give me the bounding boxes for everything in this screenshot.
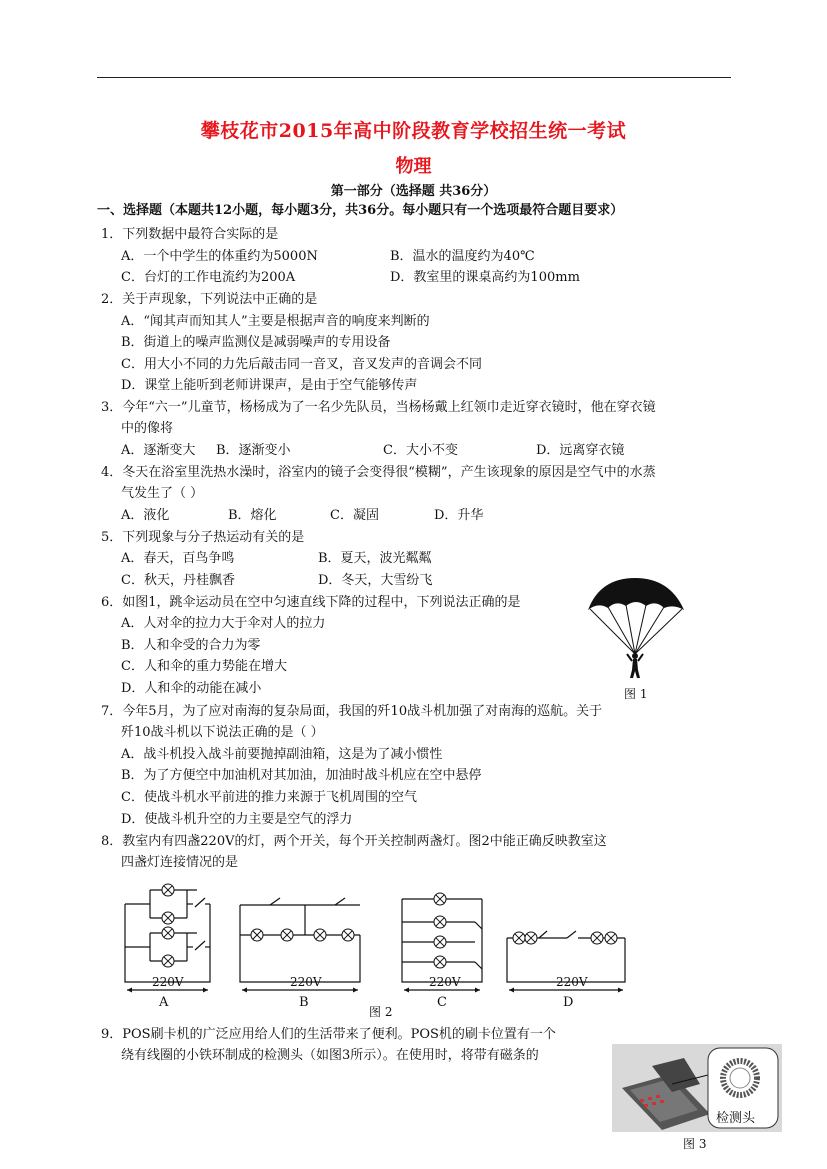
figure-1-caption: 图 1	[624, 687, 648, 701]
q5-option-d: D．冬天，大雪纷飞	[318, 573, 433, 588]
q6-option-a: A．人对伞的拉力大于伞对人的拉力	[121, 616, 326, 631]
question-2-stem: 2．关于声现象，下列说法中正确的是	[101, 292, 318, 307]
circuit-c-label: C	[437, 995, 447, 1010]
question-6-stem: 6．如图1，跳伞运动员在空中匀速直线下降的过程中，下列说法正确的是	[101, 595, 521, 610]
exam-title: 攀枝花市2015年高中阶段教育学校招生统一考试	[200, 120, 627, 142]
q5-option-b: B．夏天，波光粼粼	[318, 551, 432, 566]
question-3-stem-cont: 中的像将	[121, 421, 174, 436]
circuit-b-voltage: 220V	[290, 975, 322, 989]
figure-3-caption: 图 3	[683, 1137, 707, 1151]
exam-subject: 物理	[395, 156, 432, 177]
section-heading: 一、选择题（本题共12小题，每小题3分，共36分。每小题只有一个选项最符合题目要求）	[97, 203, 624, 218]
q3-option-c: C．大小不变	[383, 443, 458, 458]
q2-option-a: A．“闻其声而知其人”主要是根据声音的响度来判断的	[121, 314, 430, 329]
question-5-stem: 5．下列现象与分子热运动有关的是	[101, 530, 305, 545]
q1-option-d: D．教室里的课桌高约为100mm	[390, 270, 580, 285]
q1-option-c: C．台灯的工作电流约为200A	[121, 270, 296, 285]
q7-option-b: B．为了方便空中加油机对其加油，加油时战斗机应在空中悬停	[121, 768, 482, 783]
q6-option-b: B．人和伞受的合力为零	[121, 638, 261, 653]
q4-option-b: B．熔化	[228, 508, 277, 523]
figure-3-label: 检测头	[716, 1111, 756, 1126]
question-8-stem-cont: 四盏灯连接情况的是	[121, 855, 239, 870]
q1-option-b: B．温水的温度约为40℃	[390, 249, 535, 264]
q6-option-d: D．人和伞的动能在减小	[121, 681, 262, 696]
header-rule	[97, 77, 731, 78]
q3-option-b: B．逐渐变小	[216, 443, 291, 458]
question-4-stem-cont: 气发生了（ ）	[121, 486, 204, 501]
q4-option-d: D．升华	[434, 508, 484, 523]
circuit-b-label: B	[299, 995, 309, 1010]
q4-option-c: C．凝固	[330, 508, 379, 523]
circuit-d-voltage: 220V	[556, 975, 588, 989]
question-9-stem-cont: 绕有线圈的小铁环制成的检测头（如图3所示）。在使用时，将带有磁条的	[121, 1048, 539, 1063]
q2-option-b: B．街道上的噪声监测仪是减弱噪声的专用设备	[121, 335, 391, 350]
question-7-stem-cont: 歼10战斗机以下说法正确的是（ ）	[121, 725, 324, 740]
question-1-stem: 1．下列数据中最符合实际的是	[101, 227, 279, 242]
figure-2-caption: 图 2	[369, 1005, 393, 1019]
question-7-stem: 7．今年5月，为了应对南海的复杂局面，我国的歼10战斗机加强了对南海的巡航。关于	[101, 704, 603, 719]
q5-option-a: A．春天，百鸟争鸣	[121, 551, 235, 566]
question-3-stem: 3．今年“六一”儿童节，杨杨成为了一名少先队员，当杨杨戴上红领巾走近穿衣镜时，他在穿衣镜	[101, 400, 656, 415]
circuit-a-voltage: 220V	[152, 975, 184, 989]
question-8-stem: 8．教室内有四盏220V的灯，两个开关，每个开关控制两盏灯。图2中能正确反映教室这	[101, 834, 607, 849]
question-9-stem: 9．POS刷卡机的广泛应用给人们的生活带来了便利。POS机的刷卡位置有一个	[101, 1027, 556, 1042]
q6-option-c: C．人和伞的重力势能在增大	[121, 659, 287, 674]
circuit-a-label: A	[159, 995, 169, 1010]
q5-option-c: C．秋天，丹桂飘香	[121, 573, 235, 588]
q1-option-a: A．一个中学生的体重约为5000N	[121, 249, 318, 264]
q3-option-d: D．远离穿衣镜	[536, 443, 625, 458]
parachute-figure	[580, 574, 690, 684]
question-4-stem: 4．冬天在浴室里洗热水澡时，浴室内的镜子会变得很“模糊”，产生该现象的原因是空气中的水蒸	[101, 465, 656, 480]
q4-option-a: A．液化	[121, 508, 170, 523]
circuit-c-voltage: 220V	[429, 975, 461, 989]
q3-option-a: A．逐渐变大	[121, 443, 196, 458]
q7-option-c: C．使战斗机水平前进的推力来源于飞机周围的空气	[121, 790, 417, 805]
q2-option-c: C．用大小不同的力先后敲击同一音叉，音叉发声的音调会不同	[121, 357, 482, 372]
q7-option-d: D．使战斗机升空的力主要是空气的浮力	[121, 812, 353, 827]
pos-machine-figure	[612, 1044, 782, 1132]
circuit-d-label: D	[563, 995, 574, 1010]
q7-option-a: A．战斗机投入战斗前要抛掉副油箱，这是为了减小惯性	[121, 747, 443, 762]
part-heading: 第一部分（选择题 共36分）	[330, 184, 497, 199]
q2-option-d: D．课堂上能听到老师讲课声，是由于空气能够传声	[121, 378, 418, 393]
